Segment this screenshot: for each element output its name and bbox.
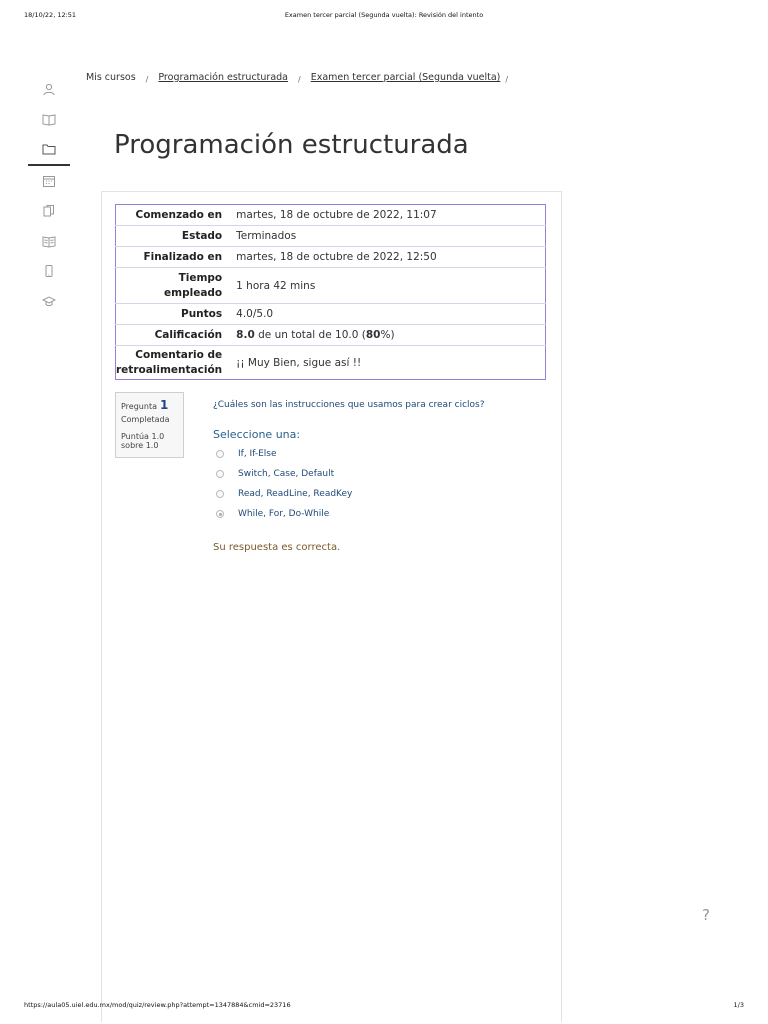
print-title: Examen tercer parcial (Segunda vuelta): Revisión del intento	[284, 11, 484, 19]
summary-row-state	[116, 226, 546, 247]
answer-feedback: Su respuesta es correcta.	[213, 542, 341, 553]
question-score	[121, 432, 183, 450]
summary-row-started	[116, 205, 546, 226]
summary-row-points	[116, 304, 546, 325]
breadcrumb	[86, 72, 518, 83]
summary-row-feedback	[116, 346, 546, 380]
summary-value: martes, 18 de octubre de 2022, 12:50	[230, 247, 545, 268]
radio-button-checked[interactable]	[216, 510, 224, 518]
sidebar-item-resources[interactable]	[28, 196, 70, 226]
question-label: Pregunta	[121, 402, 157, 411]
question-state: Completada	[121, 415, 170, 424]
summary-value: martes, 18 de octubre de 2022, 11:07	[230, 205, 545, 226]
breadcrumb-separator: /	[298, 75, 301, 84]
user-icon	[42, 82, 56, 96]
summary-label: Puntos	[116, 304, 231, 325]
print-page-number: 1/3	[733, 1001, 744, 1009]
summary-value: ¡¡ Muy Bien, sigue así !!	[236, 356, 362, 369]
graduation-cap-icon	[42, 294, 56, 308]
answer-prompt: Seleccione una:	[213, 428, 301, 441]
page-title: Programación estructurada	[114, 130, 469, 160]
answer-option-label: While, For, Do-While	[238, 509, 330, 519]
summary-row-time-taken	[116, 268, 546, 304]
question-score-line: Puntúa 1.0	[121, 432, 165, 441]
answer-option-label: Switch, Case, Default	[238, 469, 335, 479]
summary-label	[116, 268, 231, 304]
answer-option-label: Read, ReadLine, ReadKey	[238, 489, 353, 499]
sidebar-item-participants[interactable]	[28, 74, 70, 104]
breadcrumb-separator: /	[145, 75, 149, 84]
question-info-box	[115, 392, 184, 458]
open-book-icon	[42, 234, 56, 248]
sidebar-item-calendar[interactable]	[28, 166, 70, 196]
radio-button[interactable]	[216, 450, 224, 458]
help-button[interactable]: ?	[702, 906, 710, 924]
sidebar	[28, 74, 70, 316]
answer-options	[216, 444, 352, 524]
breadcrumb-course[interactable]: Programación estructurada	[158, 72, 288, 83]
sidebar-item-mobile[interactable]	[28, 256, 70, 286]
radio-button[interactable]	[216, 470, 224, 478]
summary-row-grade	[116, 325, 546, 346]
radio-button[interactable]	[216, 490, 224, 498]
answer-option[interactable]	[216, 464, 352, 484]
book-icon	[42, 112, 56, 126]
summary-label-line: Tiempo	[178, 271, 223, 284]
sidebar-item-library[interactable]	[28, 226, 70, 256]
sidebar-item-courses[interactable]	[28, 286, 70, 316]
question-score-line: sobre 1.0	[121, 441, 159, 450]
summary-value: 4.0/5.0	[230, 304, 545, 325]
breadcrumb-quiz[interactable]: Examen tercer parcial (Segunda vuelta)	[310, 72, 501, 83]
summary-label: Comenzado en	[116, 205, 231, 226]
summary-label	[116, 346, 231, 380]
summary-label: Estado	[116, 226, 231, 247]
sidebar-item-grades[interactable]	[28, 104, 70, 134]
grade-value: 8.0	[236, 329, 255, 341]
attempt-summary-table	[115, 204, 546, 380]
question-number: 1	[159, 398, 169, 412]
summary-label-line: Comentario de	[135, 348, 223, 361]
answer-option-selected[interactable]	[216, 504, 352, 524]
summary-value: 1 hora 42 mins	[230, 268, 545, 304]
copy-icon	[42, 204, 56, 218]
print-date: 18/10/22, 12:51	[24, 11, 77, 19]
mobile-icon	[42, 264, 56, 278]
summary-label-line: empleado	[164, 286, 223, 299]
grade-percent: 80	[365, 329, 381, 341]
summary-value: Terminados	[230, 226, 545, 247]
calendar-icon	[42, 174, 56, 188]
print-header	[24, 11, 744, 23]
breadcrumb-separator: /	[505, 75, 509, 84]
answer-option[interactable]	[216, 484, 352, 504]
grade-percent-suffix: %)	[380, 329, 395, 341]
answer-option-label: If, If-Else	[238, 449, 277, 459]
summary-value	[230, 325, 545, 346]
summary-label-line: retroalimentación	[116, 363, 223, 376]
folder-icon	[42, 142, 56, 156]
summary-row-finished	[116, 247, 546, 268]
breadcrumb-my-courses[interactable]: Mis cursos	[86, 72, 136, 83]
summary-label: Calificación	[116, 325, 231, 346]
print-url: https://aula05.uiel.edu.mx/mod/quiz/review.php?attempt=1347884&cmid=23716	[24, 1001, 291, 1009]
question-text: ¿Cuáles son las instrucciones que usamos para crear ciclos?	[213, 400, 485, 410]
summary-label: Finalizado en	[116, 247, 231, 268]
grade-total: de un total de 10.0 (	[254, 329, 366, 341]
answer-option[interactable]	[216, 444, 352, 464]
sidebar-item-files[interactable]	[28, 134, 70, 166]
